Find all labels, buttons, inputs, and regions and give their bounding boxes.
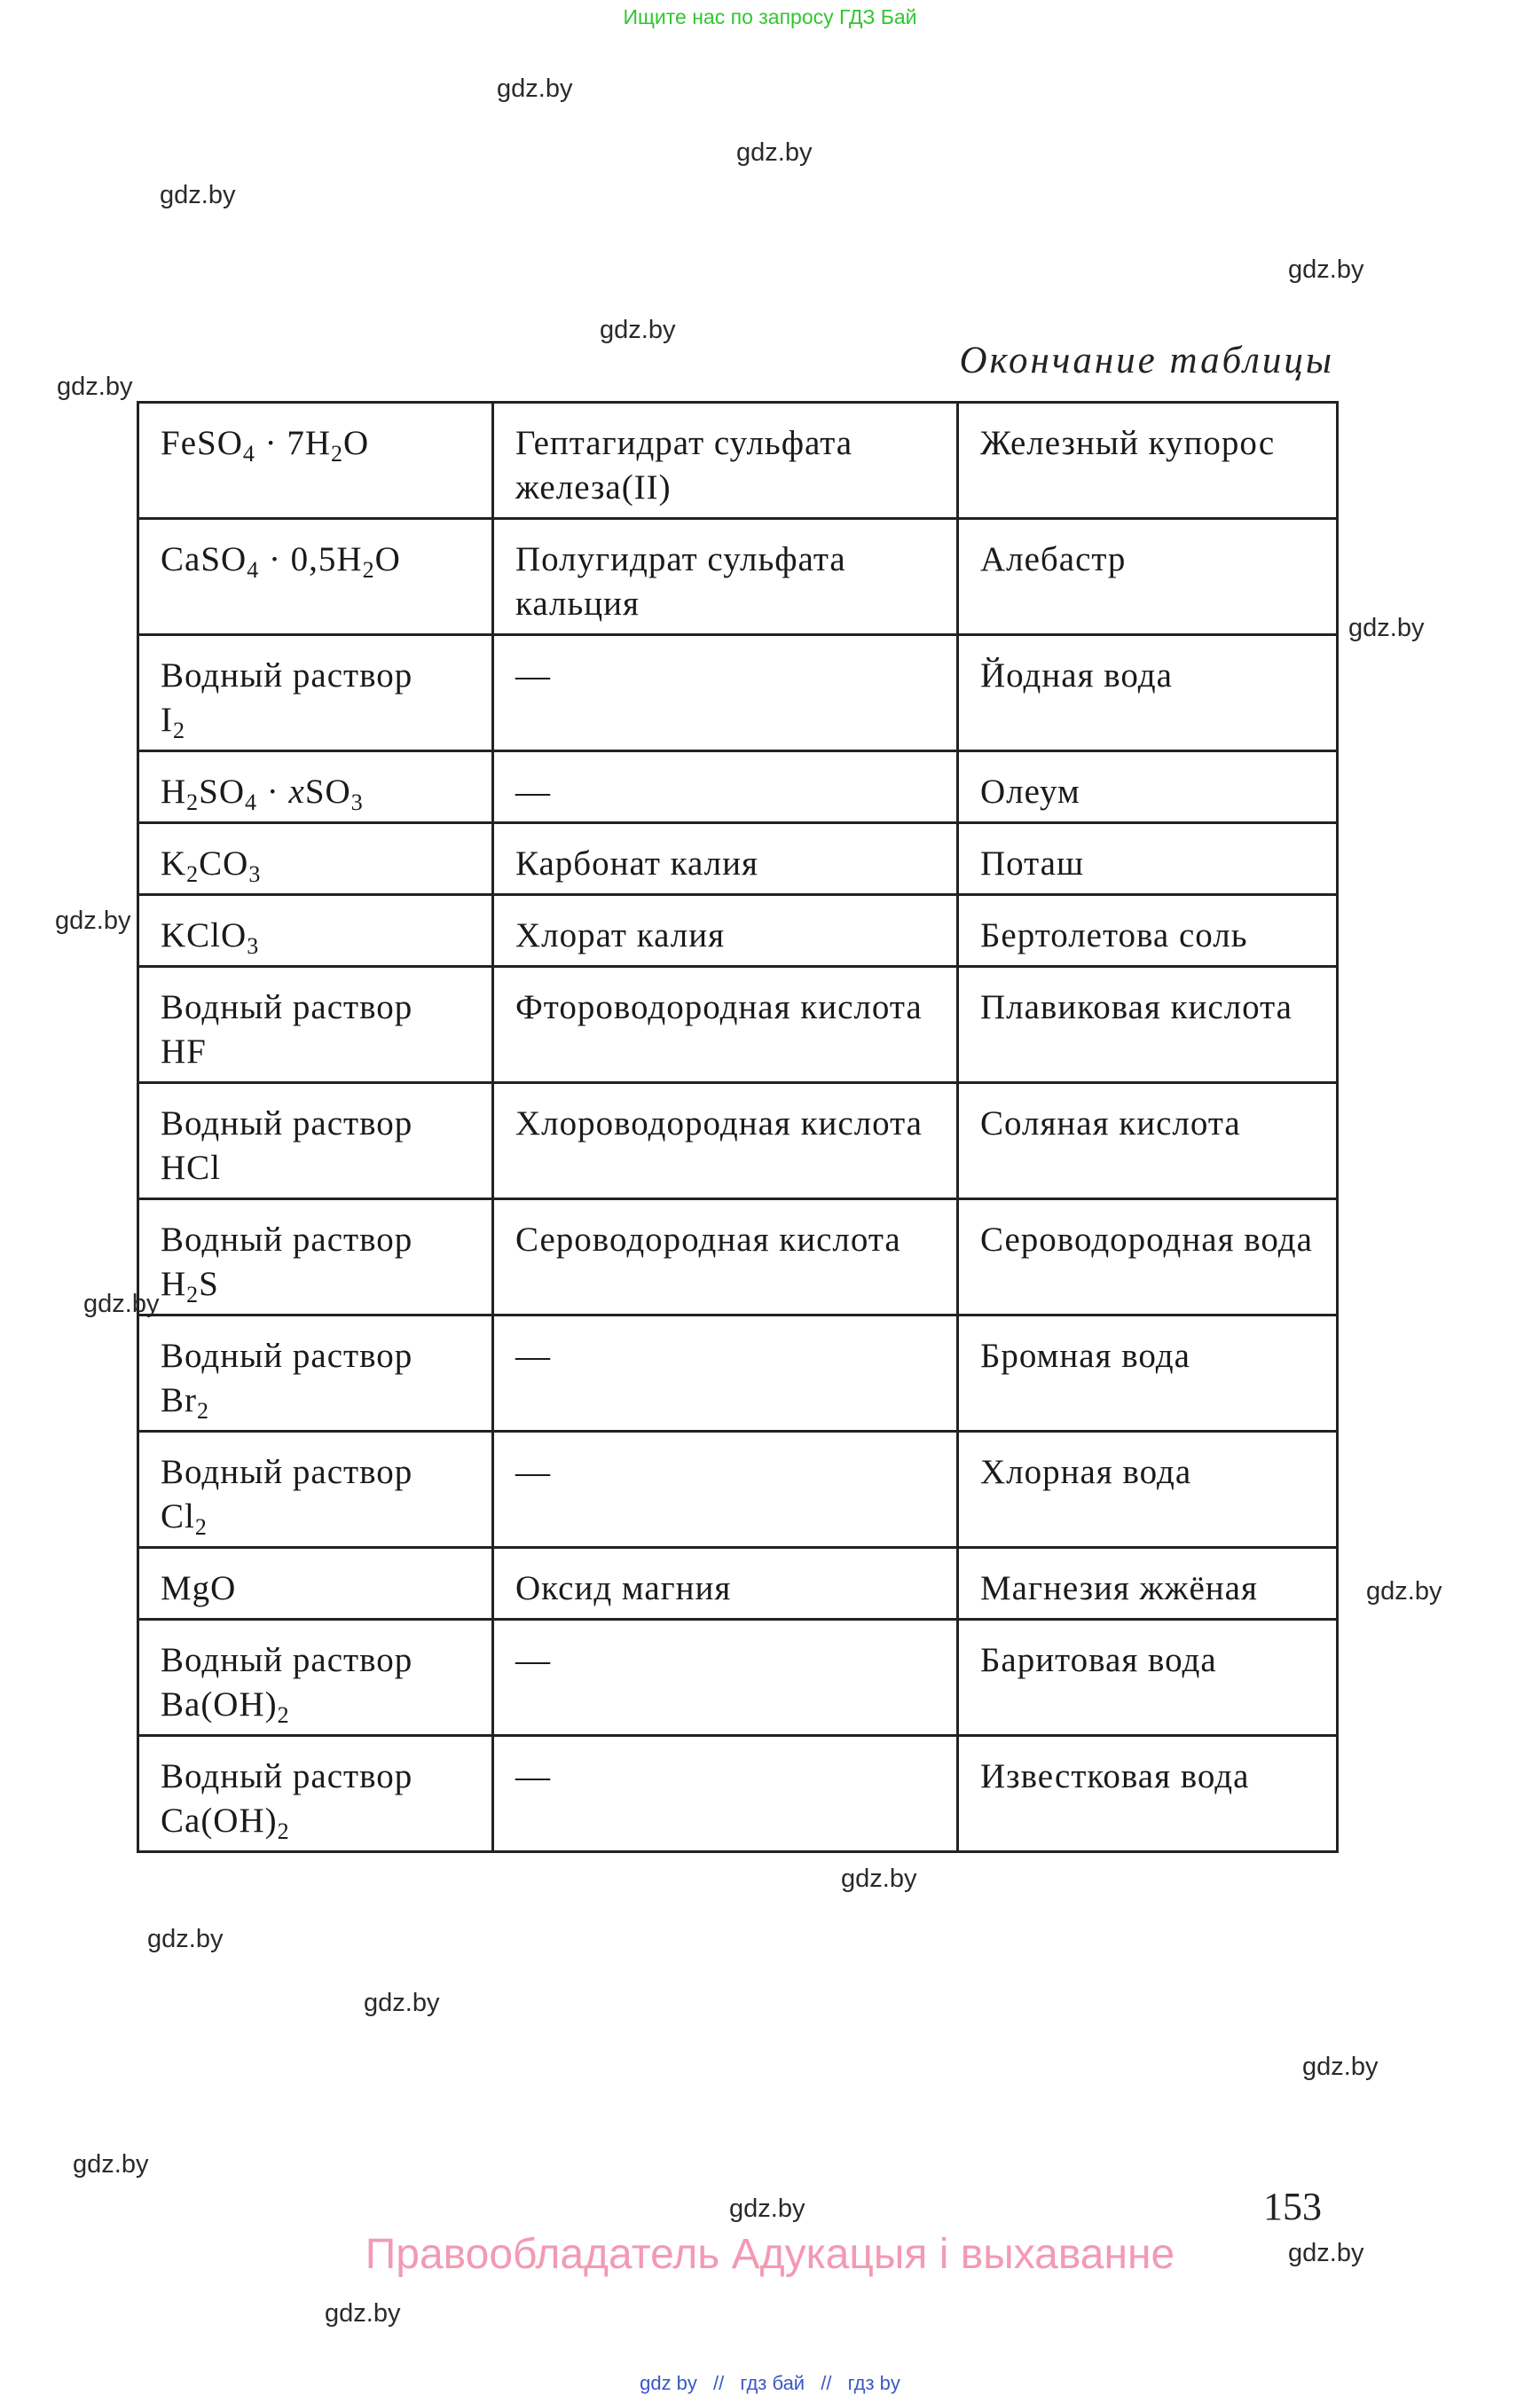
formula-cell: Водный раствор $H_2S$ (138, 1199, 493, 1315)
trivial-name-cell: Железный купорос (958, 403, 1338, 519)
formula-cell: Водный раствор $Ca(OH)_2$ (138, 1736, 493, 1852)
formula-text: HF (161, 1033, 207, 1071)
formula-cell: $K_2CO_3$ (138, 823, 493, 895)
chemical-name-cell: Хлорат калия (493, 895, 958, 967)
watermark: gdz.by (147, 1925, 224, 1953)
formula-cell: $H_2SO_4 \cdot xSO_3$ (138, 751, 493, 823)
watermark: gdz.by (497, 75, 573, 103)
trivial-name-cell: Плавиковая кислота (958, 967, 1338, 1083)
watermark: gdz.by (325, 2299, 401, 2328)
table-row (138, 403, 1338, 519)
chemical-name-cell: — (493, 1432, 958, 1548)
formula-cell: KClO$_3$ (138, 895, 493, 967)
table-row (138, 519, 1338, 635)
chemical-name-cell: — (493, 1315, 958, 1432)
copyright-notice: Правообладатель Адукацыя і выхаванне (365, 2231, 1175, 2278)
formula-cell: MgO (138, 1548, 493, 1620)
table-row (138, 1548, 1338, 1620)
table-row (138, 1620, 1338, 1736)
table-row (138, 1736, 1338, 1852)
formula-cell: Водный раствор $Br_2$ (138, 1315, 493, 1432)
table-row (138, 1315, 1338, 1432)
formula-prefix: Водный раствор (161, 988, 413, 1026)
table-row (138, 895, 1338, 967)
trivial-name-cell: Баритовая вода (958, 1620, 1338, 1736)
top-banner-link[interactable]: Ищите нас по запросу ГДЗ Бай (623, 5, 917, 28)
footer-link-gdz-by-cyr[interactable]: гдз by (847, 2372, 900, 2394)
table-caption: Окончание таблицы (959, 340, 1334, 381)
chemical-name-cell: Фтороводородная кислота (493, 967, 958, 1083)
trivial-name-cell: Сероводородная вода (958, 1199, 1338, 1315)
formula-prefix: Водный раствор (161, 1641, 413, 1679)
chemical-name-cell: Карбонат калия (493, 823, 958, 895)
formula-cell: CaSO$_4$ · $0,5H_2O$ (138, 519, 493, 635)
watermark: gdz.by (1288, 255, 1364, 284)
chemical-name-cell: Хлороводородная кислота (493, 1083, 958, 1199)
trivial-name-cell: Поташ (958, 823, 1338, 895)
formula-cell (138, 967, 493, 1083)
watermark: gdz.by (729, 2195, 805, 2223)
trivial-name-cell: Соляная кислота (958, 1083, 1338, 1199)
chemical-name-cell: — (493, 635, 958, 751)
table-row (138, 635, 1338, 751)
table-row (138, 823, 1338, 895)
trivial-name-cell: Бертолетова соль (958, 895, 1338, 967)
trivial-name-cell: Известковая вода (958, 1736, 1338, 1852)
table-row (138, 1083, 1338, 1199)
chemical-name-cell: — (493, 1736, 958, 1852)
chemical-name-cell: Оксид магния (493, 1548, 958, 1620)
watermark: gdz.by (57, 373, 133, 401)
substances-table (137, 401, 1339, 1853)
watermark: gdz.by (55, 907, 131, 935)
watermark: gdz.by (736, 138, 813, 167)
chemical-name-cell: Полугидрат сульфата кальция (493, 519, 958, 635)
footer-separator: // (713, 2372, 725, 2394)
formula-cell (138, 1083, 493, 1199)
chemical-name-cell: — (493, 751, 958, 823)
table-row (138, 1432, 1338, 1548)
trivial-name-cell: Алебастр (958, 519, 1338, 635)
footer-separator: // (821, 2372, 832, 2394)
formula-prefix: Водный раствор (161, 1453, 413, 1491)
formula-prefix: Водный раствор (161, 656, 413, 695)
trivial-name-cell: Хлорная вода (958, 1432, 1338, 1548)
formula-prefix: Водный раствор (161, 1104, 413, 1143)
watermark: gdz.by (841, 1865, 917, 1893)
watermark: gdz.by (1302, 2053, 1379, 2081)
chemical-name-cell: Гептагидрат сульфата железа(II) (493, 403, 958, 519)
watermark: gdz.by (364, 1989, 440, 2017)
trivial-name-cell: Олеум (958, 751, 1338, 823)
trivial-name-cell: Бромная вода (958, 1315, 1338, 1432)
page-number: 153 (1263, 2185, 1322, 2228)
trivial-name-cell: Магнезия жжёная (958, 1548, 1338, 1620)
chemical-name-cell: — (493, 1620, 958, 1736)
table-row (138, 1199, 1338, 1315)
footer-link-gdz-bai[interactable]: гдз бай (740, 2372, 805, 2394)
formula-prefix: Водный раствор (161, 1221, 413, 1259)
formula-cell: FeSO$_4$ · $7H_2O$ (138, 403, 493, 519)
formula-cell: Водный раствор $Ba(OH)_2$ (138, 1620, 493, 1736)
watermark: gdz.by (73, 2150, 149, 2179)
watermark: gdz.by (83, 1290, 160, 1318)
watermark: gdz.by (1348, 614, 1425, 642)
table-row (138, 967, 1338, 1083)
table-row (138, 751, 1338, 823)
formula-prefix: Водный раствор (161, 1337, 413, 1375)
formula-cell: Водный раствор $Cl_2$ (138, 1432, 493, 1548)
watermark: gdz.by (1288, 2239, 1364, 2267)
watermark: gdz.by (600, 316, 676, 344)
chemical-name-cell: Сероводородная кислота (493, 1199, 958, 1315)
watermark: gdz.by (1366, 1577, 1442, 1606)
formula-prefix: Водный раствор (161, 1757, 413, 1795)
formula-text: HCl (161, 1149, 222, 1187)
trivial-name-cell: Йодная вода (958, 635, 1338, 751)
footer-link-gdz-by[interactable]: gdz by (640, 2372, 697, 2394)
footer-links (0, 2372, 1540, 2395)
watermark: gdz.by (160, 181, 236, 209)
formula-cell: Водный раствор $I_2$ (138, 635, 493, 751)
